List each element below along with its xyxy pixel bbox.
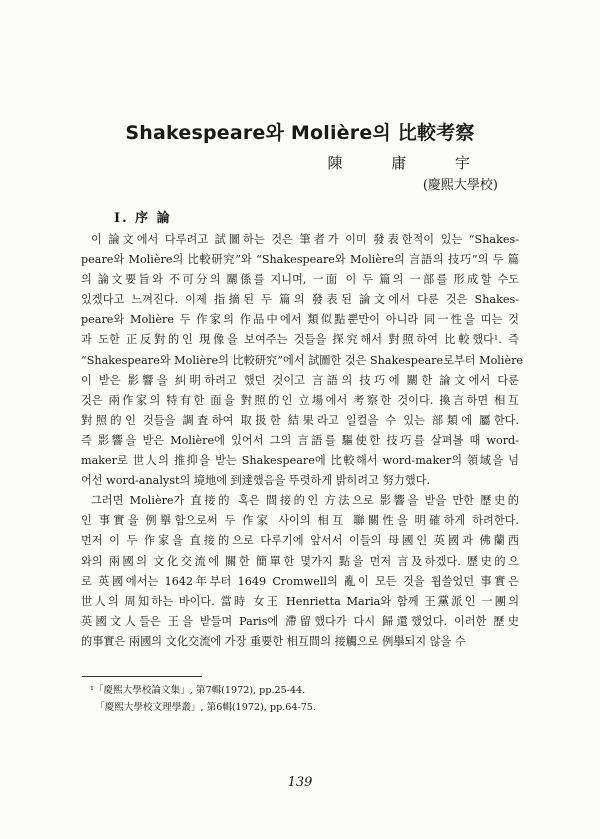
text-line: 의 論文要旨와 不可分의 關係를 지니며, 一面 이 두 篇의 一部를 形成할 수도 [81, 273, 519, 287]
text-line: 對照的인 것들을 調査하여 取扱한 結果라고 일컬을 수 있는 部類에 屬한다. [81, 413, 519, 427]
text-line: 즉 影響을 받은 Molière에 있어서 그의 言語를 驅使한 技巧를 살펴볼 때 word- [81, 433, 519, 447]
footnote-rule [82, 676, 202, 677]
text-line: 어선 word-analyst의 境地에 到達했음을 뚜렷하게 밝히려고 努力했다. [81, 474, 431, 488]
paragraph-2 [81, 491, 519, 652]
text-line: “Shakespeare와 Molière의 比較研究”에서 試圖한 것은 Shakespeare로부터 Molière [81, 353, 524, 367]
text-line: 인 事實을 例擧함으로써 두 作家 사이의 相互 聯關性을 明確하게 하려한다. [81, 514, 519, 528]
text-line: maker로 世人의 推抑을 받는 Shakespeare에 比較해서 word-maker의 領域을 넘 [81, 454, 519, 468]
text-line: 世人의 周知하는 바이다. 當時 女王 Henrietta Maria와 함께 王黨派인 一團의 [81, 594, 519, 608]
text-line: 이 받은 影響을 糾明하려고 했던 것이고 言語의 技巧에 關한 論文에서 다룬 [81, 373, 519, 387]
text-line: 로 英國에서는 1642年부터 1649 Cromwell의 亂이 모든 것을 휩쓸었던 事實은 [81, 574, 519, 588]
text-line: 와의 兩國의 文化交流에 關한 簡單한 몇가지 點을 먼저 言及하겠다. 歷史的으 [81, 554, 519, 568]
section-heading: I. 序 論 [114, 211, 172, 226]
footnote-1: ¹「慶熙大學校論文集」, 第7輯(1972), pp.25-44. [90, 685, 306, 696]
text-line: 있겠다고 느껴진다. 이제 指摘된 두 篇의 發表된 論文에서 다룬 것은 Shakes- [81, 293, 519, 307]
page-number: 139 [287, 775, 313, 790]
text-line: 이 論文에서 다루려고 試圖하는 것은 筆者가 이미 發表한적이 있는 “Shakes- [91, 233, 519, 246]
paragraph-1 [81, 230, 524, 491]
text-line: peare와 Molière 두 作家의 作品中에서 類似點뿐만이 아니라 同一性을 띠는 것 [81, 313, 519, 327]
paper-title: Shakespeare와 Molière의 比較考察 [125, 122, 475, 144]
text-line: 그러면 Molière가 直接的 혹은 間接的인 方法으로 影響을 받을 만한 歷史的 [91, 494, 519, 508]
text-line: 과 도한 正反對的인 現像을 보여주는 것들을 探究해서 對照하여 比較했다¹. 즉 [81, 333, 519, 347]
footnote-2: 「慶熙大學校文理學叢」, 第6輯(1972), pp.64-75. [95, 702, 316, 713]
text-line: 英國文人들은 王을 받들며 Paris에 滯留했다가 다시 歸還했었다. 이러한 歷史 [81, 614, 519, 628]
footnotes [90, 682, 316, 716]
text-line: 것은 兩作家의 特有한 面을 對照的인 立場에서 考察한 것이다. 換言하면 相互 [81, 393, 519, 407]
author-name: 陳 庸 宇 [327, 154, 492, 172]
text-line: 먼저 이 두 作家을 直接的으로 다루기에 앞서서 이들의 母國인 英國과 佛蘭西 [81, 534, 519, 548]
body-text [81, 230, 524, 652]
author-affiliation: (慶熙大學校) [422, 178, 498, 193]
text-line: peare와 Molière의 比較研究”와 “Shakespeare와 Molière의 言語의 技巧”의 두 篇 [81, 253, 519, 267]
text-line: 的事實은 兩國의 文化交流에 가장 重要한 相互間의 接觸으로 例擧되지 않을 수 [81, 634, 466, 648]
